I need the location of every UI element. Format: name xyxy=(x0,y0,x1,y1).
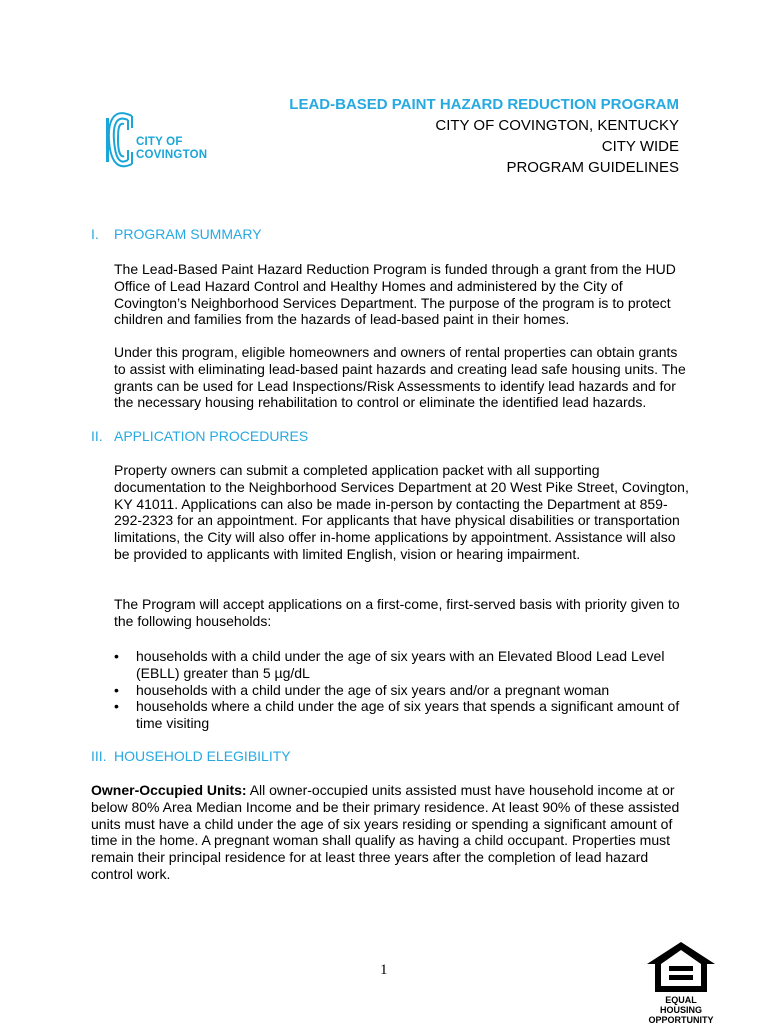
eho-text xyxy=(645,995,717,1025)
city-of-covington-logo xyxy=(106,108,206,172)
priority-households-list xyxy=(114,648,689,732)
eho-text-line2: OPPORTUNITY xyxy=(648,1015,714,1025)
paragraph-owner-occupied xyxy=(91,782,691,883)
covington-c-icon xyxy=(106,108,136,172)
equal-housing-opportunity-logo xyxy=(645,940,717,1025)
section-heading-household-eligibility xyxy=(91,748,291,765)
eho-text-line1: EQUAL HOUSING xyxy=(659,995,702,1015)
paragraph: The Program will accept applications on a first-come, first-served basis with priority given to the following households: xyxy=(114,596,680,629)
header-scope: CITY WIDE xyxy=(601,138,679,155)
logo-text-line2: COVINGTON xyxy=(136,149,208,161)
section-number: I. xyxy=(91,226,99,242)
section-title: APPLICATION PROCEDURES xyxy=(114,428,309,444)
list-item: • households with a child under the age of six years and/or a pregnant woman xyxy=(114,682,689,699)
section-number: III. xyxy=(91,748,107,764)
logo-text xyxy=(136,136,207,162)
header-city: CITY OF COVINGTON, KENTUCKY xyxy=(435,117,679,134)
equal-housing-opportunity-icon xyxy=(645,940,717,994)
section-heading-application-procedures xyxy=(91,428,308,445)
section-number: II. xyxy=(91,428,103,444)
header-guidelines: PROGRAM GUIDELINES xyxy=(506,159,679,176)
section-title: HOUSEHOLD ELEGIBILITY xyxy=(114,748,291,764)
program-title: LEAD-BASED PAINT HAZARD REDUCTION PROGRAM xyxy=(289,96,679,113)
paragraph: The Lead-Based Paint Hazard Reduction Program is funded through a grant from the HUD Office of Lead Hazard Control and Healthy Homes and administered by the City of Covington’s Neighborhood Services Department. The purpose of the program is to protect children and families from the hazards of lead-based paint in their homes. xyxy=(114,261,676,328)
page-number: 1 xyxy=(380,962,388,978)
section-title: PROGRAM SUMMARY xyxy=(114,226,262,242)
logo-text-line1: CITY OF xyxy=(136,136,183,148)
paragraph: Property owners can submit a completed application packet with all supporting documentation to the Neighborhood Services Department at 20 West Pike Street, Covington, KY 41011. Applications can also be made in-person by contacting the Department at 859-292-2323 for an appointment. For applicants that have physical disabilities or transportation limitations, the City will also offer in-home applications by appointment. Assistance will also be provided to applicants with limited English, vision or hearing impairment. xyxy=(114,462,689,562)
list-item: • households with a child under the age of six years with an Elevated Blood Lead Level (EBLL) greater than 5 µg/dL xyxy=(114,648,689,682)
document-header xyxy=(289,94,679,178)
paragraph-lead: Owner-Occupied Units: xyxy=(91,782,247,798)
paragraph: Under this program, eligible homeowners and owners of rental properties can obtain grants to assist with eliminating lead-based paint hazards and creating lead safe housing units. The grants can be used for Lead Inspections/Risk Assessments to identify lead hazards and for the necessary housing rehabilitation to control or eliminate the identified lead hazards. xyxy=(114,344,686,411)
paragraph-body: All owner-occupied units assisted must have household income at or below 80% Area Median Income and be their primary residence. At least 90% of these assisted units must have a child under the age of six years residing or spending a significant amount of time in the home. A pregnant woman shall qualify as having a child occupant. Properties must remain their principal residence for at least three years after the completion of lead hazard control work. xyxy=(91,782,680,882)
list-item: • households where a child under the age of six years that spends a significant amount of time visiting xyxy=(114,698,689,732)
section-heading-program-summary xyxy=(91,226,262,243)
